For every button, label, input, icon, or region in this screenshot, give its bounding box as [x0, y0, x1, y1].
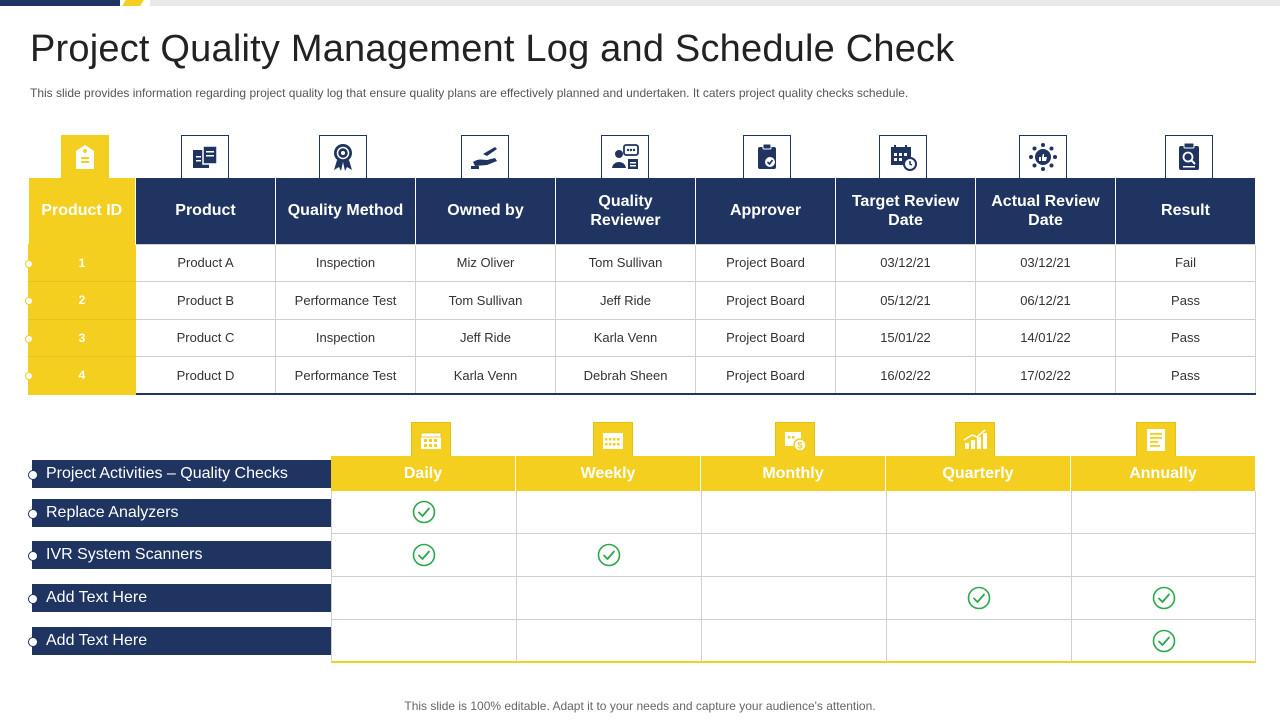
actual-review-date-cell: 14/01/22: [976, 319, 1116, 357]
approver-cell: Project Board: [696, 282, 836, 320]
column-header-target-review-date: Target Review Date: [836, 178, 976, 244]
schedule-cell: [516, 620, 701, 663]
quality-method-cell: Inspection: [276, 319, 416, 357]
gear-thumbs-up-icon: [1019, 135, 1067, 179]
schedule-cell: [1071, 620, 1256, 663]
schedule-cell: [516, 491, 701, 534]
schedule-cell: [886, 534, 1071, 577]
approver-cell: Project Board: [696, 357, 836, 395]
schedule-cell: [331, 577, 516, 620]
check-circle-icon: [597, 543, 621, 567]
quality-reviewer-cell: Jeff Ride: [556, 282, 696, 320]
schedule-cell: [1071, 491, 1256, 534]
schedule-cell: [701, 491, 886, 534]
calendar-day-icon: [411, 422, 451, 458]
column-header-product: Product: [136, 178, 276, 244]
schedule-cell: [1071, 534, 1256, 577]
schedule-cell: [1071, 577, 1256, 620]
actual-review-date-cell: 03/12/21: [976, 244, 1116, 282]
column-header-approver: Approver: [696, 178, 836, 244]
footer-note: This slide is 100% editable. Adapt it to your needs and capture your audience's attention.: [404, 699, 876, 713]
approver-cell: Project Board: [696, 319, 836, 357]
product-cell: Product D: [136, 357, 276, 395]
clipboard-check-icon: [743, 135, 791, 179]
column-header-product-id: Product ID: [29, 178, 136, 244]
schedule-cell: [331, 534, 516, 577]
result-cell: Pass: [1116, 282, 1256, 320]
clipboard-product-icon: [181, 135, 229, 179]
column-header-actual-review-date: Actual Review Date: [976, 178, 1116, 244]
annual-report-icon: [1136, 422, 1176, 458]
product-id-cell: 3: [29, 319, 136, 357]
quality-log-table: [28, 178, 1256, 395]
schedule-cell: [701, 577, 886, 620]
check-circle-icon: [1152, 586, 1176, 610]
growth-chart-icon: [955, 422, 995, 458]
result-cell: Pass: [1116, 319, 1256, 357]
award-badge-icon: [319, 135, 367, 179]
check-circle-icon: [1152, 629, 1176, 653]
reviewer-icon: [601, 135, 649, 179]
owned-by-cell: Tom Sullivan: [416, 282, 556, 320]
quality-method-cell: Performance Test: [276, 357, 416, 395]
owned-by-cell: Miz Oliver: [416, 244, 556, 282]
product-cell: Product A: [136, 244, 276, 282]
product-id-cell: 4: [29, 357, 136, 395]
schedule-header-weekly: Weekly: [516, 456, 701, 491]
check-circle-icon: [412, 500, 436, 524]
schedule-cell: [886, 491, 1071, 534]
actual-review-date-cell: 06/12/21: [976, 282, 1116, 320]
hand-plane-icon: [461, 135, 509, 179]
top-accent-bar: [0, 0, 1280, 6]
quality-reviewer-cell: Debrah Sheen: [556, 357, 696, 395]
table-row: [29, 357, 1256, 395]
quality-reviewer-cell: Tom Sullivan: [556, 244, 696, 282]
product-cell: Product B: [136, 282, 276, 320]
approver-cell: Project Board: [696, 244, 836, 282]
owned-by-cell: Karla Venn: [416, 357, 556, 395]
quality-method-cell: Performance Test: [276, 282, 416, 320]
schedule-row-label: Replace Analyzers: [32, 499, 331, 527]
schedule-cell: [886, 620, 1071, 663]
actual-review-date-cell: 17/02/22: [976, 357, 1116, 395]
owned-by-cell: Jeff Ride: [416, 319, 556, 357]
page-title: Project Quality Management Log and Schedule Check: [30, 28, 955, 70]
column-header-quality-reviewer: Quality Reviewer: [556, 178, 696, 244]
table-row: [29, 244, 1256, 282]
schedule-header-daily: Daily: [331, 456, 516, 491]
schedule-row-label: Add Text Here: [32, 627, 331, 655]
schedule-cell: [701, 620, 886, 663]
schedule-row-label: Project Activities – Quality Checks: [32, 460, 331, 488]
target-review-date-cell: 16/02/22: [836, 357, 976, 395]
product-cell: Product C: [136, 319, 276, 357]
column-header-quality-method: Quality Method: [276, 178, 416, 244]
calendar-week-icon: [593, 422, 633, 458]
column-header-result: Result: [1116, 178, 1256, 244]
calendar-clock-icon: [879, 135, 927, 179]
check-circle-icon: [967, 586, 991, 610]
page-subtitle: This slide provides information regarding project quality log that ensure quality plans are effectively planned and undertaken. It caters project quality checks schedule.: [30, 86, 909, 100]
tag-icon: [61, 135, 109, 179]
product-id-cell: 1: [29, 244, 136, 282]
schedule-header-monthly: Monthly: [701, 456, 886, 491]
table-header-row: [29, 178, 1256, 244]
schedule-header-quarterly: Quarterly: [886, 456, 1071, 491]
svg-text:$: $: [797, 440, 803, 451]
check-circle-icon: [412, 543, 436, 567]
quality-reviewer-cell: Karla Venn: [556, 319, 696, 357]
table-row: [29, 282, 1256, 320]
quality-method-cell: Inspection: [276, 244, 416, 282]
clipboard-search-icon: [1165, 135, 1213, 179]
schedule-cell: [886, 577, 1071, 620]
schedule-cell: [516, 577, 701, 620]
result-cell: Fail: [1116, 244, 1256, 282]
schedule-row-label: Add Text Here: [32, 584, 331, 612]
column-header-owned-by: Owned by: [416, 178, 556, 244]
product-id-cell: 2: [29, 282, 136, 320]
target-review-date-cell: 15/01/22: [836, 319, 976, 357]
calendar-money-icon: [775, 422, 815, 458]
schedule-cell: [701, 534, 886, 577]
target-review-date-cell: 05/12/21: [836, 282, 976, 320]
result-cell: Pass: [1116, 357, 1256, 395]
schedule-cell: [331, 491, 516, 534]
target-review-date-cell: 03/12/21: [836, 244, 976, 282]
schedule-cell: [331, 620, 516, 663]
schedule-cell: [516, 534, 701, 577]
schedule-header-annually: Annually: [1071, 456, 1256, 491]
table-row: [29, 319, 1256, 357]
schedule-row-label: IVR System Scanners: [32, 541, 331, 569]
